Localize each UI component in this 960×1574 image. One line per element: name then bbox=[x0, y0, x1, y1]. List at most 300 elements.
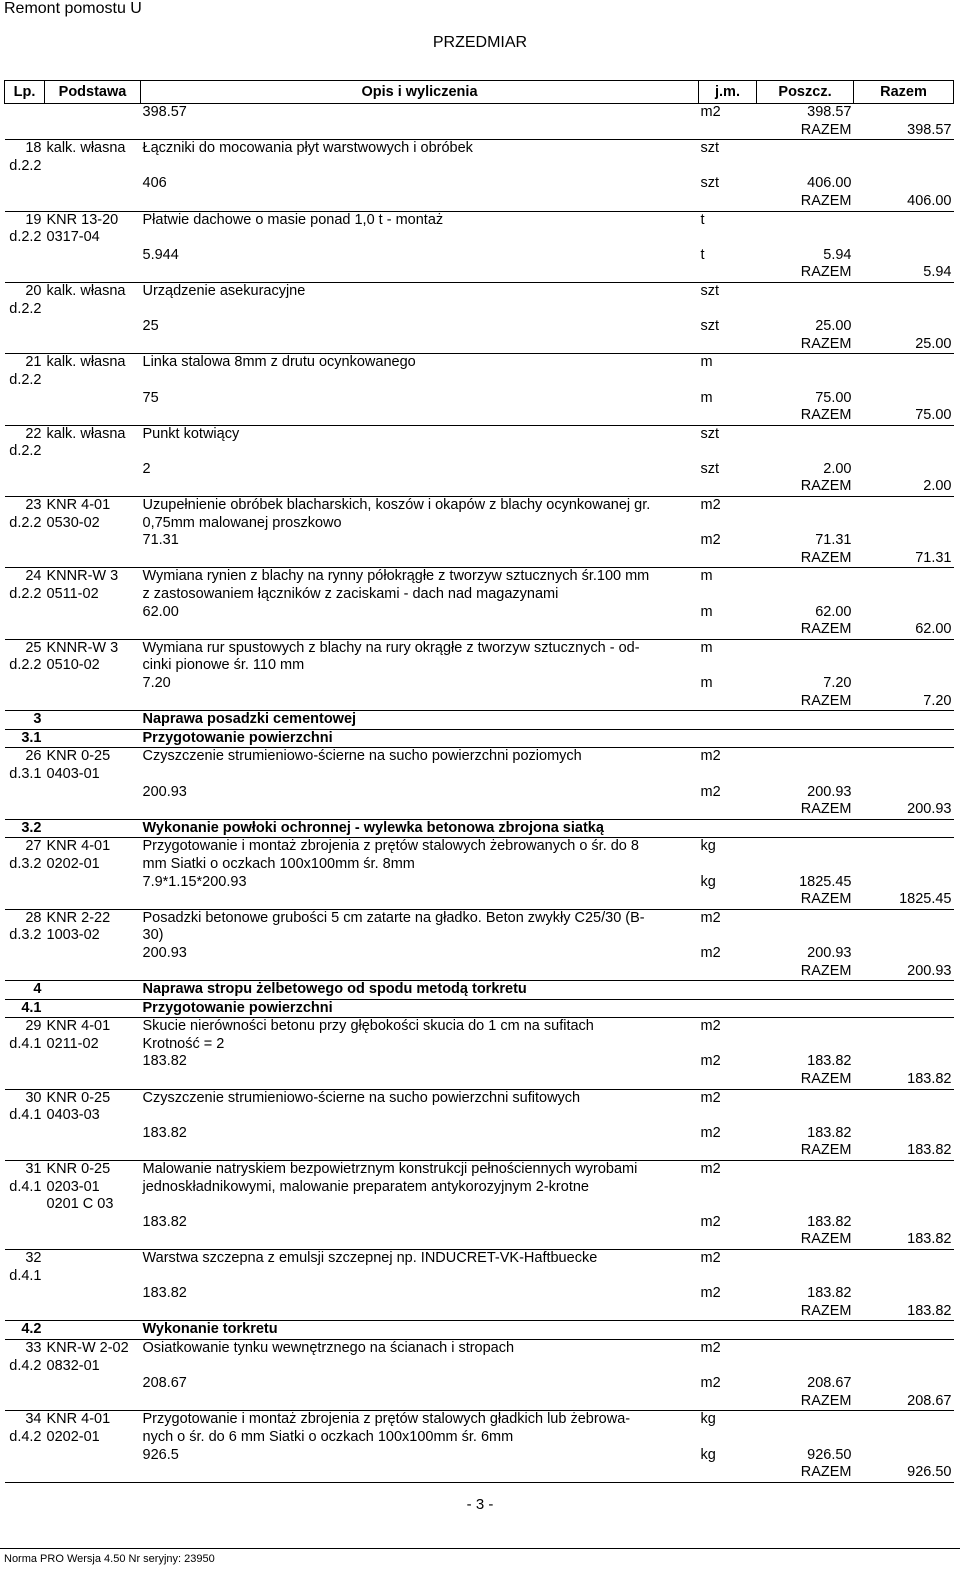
calc-razem-empty bbox=[854, 1375, 954, 1393]
position-unit: m2 bbox=[699, 1089, 757, 1125]
section-razem-empty bbox=[854, 981, 954, 1000]
razem-basis-empty bbox=[45, 1464, 141, 1482]
position-description-line: Skucie nierówności betonu przy głębokości skucia do 1 cm na sufitach bbox=[142, 1018, 594, 1035]
razem-value: 25.00 bbox=[915, 335, 952, 352]
position-description-line: Uzupełnienie obróbek blacharskich, koszów i okapów z blachy ocynkowanej gr. bbox=[142, 497, 651, 514]
position-poszcz-empty bbox=[757, 211, 854, 247]
calculation-row bbox=[5, 874, 954, 892]
section-poszcz-empty bbox=[757, 999, 854, 1018]
position-basis bbox=[45, 354, 141, 390]
razem-lp-empty bbox=[5, 801, 45, 819]
calculation-quantity: 2.00 bbox=[823, 460, 852, 477]
section-jm-empty bbox=[699, 711, 757, 730]
calculation-unit: m2 bbox=[700, 1124, 721, 1141]
position-basis-line: kalk. własna bbox=[46, 282, 126, 299]
calc-razem-empty bbox=[854, 874, 954, 892]
calculation-quantity: 183.82 bbox=[807, 1213, 852, 1230]
position-razem-empty bbox=[854, 1018, 954, 1054]
position-poszcz-empty bbox=[757, 282, 854, 318]
calculation-row bbox=[5, 532, 954, 550]
section-number: 4.1 bbox=[5, 999, 45, 1018]
position-row bbox=[5, 748, 954, 784]
calculation-quantity: 926.50 bbox=[807, 1446, 852, 1463]
position-row bbox=[5, 282, 954, 318]
position-number-line: 25 bbox=[25, 639, 42, 656]
position-unit: m2 bbox=[699, 1018, 757, 1054]
position-razem-empty bbox=[854, 1250, 954, 1286]
position-description bbox=[141, 1018, 699, 1054]
calc-razem-empty bbox=[854, 247, 954, 265]
position-basis bbox=[45, 639, 141, 675]
razem-value: 5.94 bbox=[923, 264, 952, 281]
razem-jm-empty bbox=[699, 1393, 757, 1411]
position-description-line: Płatwie dachowe o masie ponad 1,0 t - montaż bbox=[142, 211, 444, 228]
position-razem-empty bbox=[854, 211, 954, 247]
calc-basis-empty bbox=[45, 945, 141, 963]
calculation-quantity: 7.20 bbox=[823, 675, 852, 691]
razem-basis-empty bbox=[45, 193, 141, 211]
calculation-expression: 200.93 bbox=[142, 944, 187, 961]
razem-opis-empty bbox=[141, 963, 699, 981]
calculation-expression: 200.93 bbox=[142, 783, 187, 800]
calculation-quantity: 75.00 bbox=[815, 389, 852, 406]
calculation-unit: m2 bbox=[700, 1213, 721, 1230]
position-number bbox=[5, 211, 45, 247]
position-poszcz-empty bbox=[757, 1411, 854, 1447]
position-number-line: 20 bbox=[25, 282, 42, 299]
razem-row bbox=[5, 1231, 954, 1249]
razem-jm-empty bbox=[699, 891, 757, 909]
razem-value: 406.00 bbox=[907, 192, 952, 209]
calc-lp-empty bbox=[5, 247, 45, 265]
razem-opis-empty bbox=[141, 336, 699, 354]
column-header-poszcz: Poszcz. bbox=[757, 81, 854, 104]
position-poszcz-empty bbox=[757, 838, 854, 874]
position-unit: kg bbox=[699, 1411, 757, 1447]
position-unit: m2 bbox=[699, 1161, 757, 1214]
position-row bbox=[5, 1250, 954, 1286]
position-description-line: Łączniki do mocowania płyt warstwowych i obróbek bbox=[142, 140, 473, 157]
position-unit: m2 bbox=[699, 1250, 757, 1286]
razem-value: 1825.45 bbox=[899, 891, 952, 908]
calculation-quantity: 71.31 bbox=[815, 532, 852, 549]
position-description bbox=[141, 211, 699, 247]
razem-row bbox=[5, 264, 954, 282]
calculation-expression: 183.82 bbox=[142, 1213, 187, 1230]
position-description-line: jednoskładnikowymi, malowanie preparatem antykorozyjnym 2-krotne bbox=[142, 1178, 589, 1195]
position-description-line: cinki pionowe śr. 110 mm bbox=[142, 657, 305, 674]
razem-opis-empty bbox=[141, 550, 699, 568]
calc-lp-empty bbox=[5, 874, 45, 892]
calc-razem-empty bbox=[854, 390, 954, 408]
position-row bbox=[5, 1161, 954, 1214]
razem-opis-empty bbox=[141, 122, 699, 140]
razem-lp-empty bbox=[5, 1071, 45, 1089]
section-jm-empty bbox=[699, 999, 757, 1018]
position-razem-empty bbox=[854, 354, 954, 390]
position-number-line: 28 bbox=[25, 909, 42, 926]
razem-basis-empty bbox=[45, 1393, 141, 1411]
razem-lp-empty bbox=[5, 891, 45, 909]
calculation-expression: 183.82 bbox=[142, 1053, 187, 1070]
razem-label: RAZEM bbox=[757, 1464, 854, 1482]
position-basis bbox=[45, 1089, 141, 1125]
razem-opis-empty bbox=[141, 407, 699, 425]
razem-basis-empty bbox=[45, 264, 141, 282]
document-subtitle: PRZEDMIAR bbox=[432, 34, 528, 51]
position-row bbox=[5, 1089, 954, 1125]
calculation-quantity: 62.00 bbox=[815, 603, 852, 620]
razem-label: RAZEM bbox=[800, 1142, 852, 1159]
razem-basis-empty bbox=[45, 693, 141, 711]
position-number-line: d.2.2 bbox=[9, 586, 42, 603]
calculation-expression: 75 bbox=[142, 389, 159, 406]
position-row bbox=[5, 838, 954, 874]
razem-basis-empty bbox=[45, 621, 141, 639]
section-title: Wykonanie torkretu bbox=[141, 1321, 699, 1340]
razem-lp-empty bbox=[5, 336, 45, 354]
calc-razem-empty bbox=[854, 532, 954, 550]
razem-label: RAZEM bbox=[800, 891, 852, 908]
position-number-line: 33 bbox=[25, 1339, 42, 1356]
calc-lp-empty bbox=[5, 175, 45, 193]
razem-label: RAZEM bbox=[800, 121, 852, 138]
calc-lp-empty bbox=[5, 104, 45, 122]
position-number-line: d.4.1 bbox=[9, 1107, 42, 1124]
position-number bbox=[5, 838, 45, 874]
position-description bbox=[141, 140, 699, 176]
position-basis-line: KNR 0-25 bbox=[46, 1161, 111, 1178]
calc-basis-empty bbox=[45, 175, 141, 193]
razem-row bbox=[5, 1071, 954, 1089]
razem-label: RAZEM bbox=[800, 549, 852, 566]
position-basis-line: 0510-02 bbox=[46, 657, 100, 674]
position-basis-line: KNR 0-25 bbox=[46, 748, 111, 765]
calculation-row bbox=[5, 945, 954, 963]
calc-razem-empty bbox=[854, 604, 954, 622]
position-number-line: d.2.2 bbox=[9, 300, 42, 317]
section-heading-row bbox=[5, 1321, 954, 1340]
razem-label: RAZEM bbox=[800, 192, 852, 209]
position-description-line: Osiatkowanie tynku wewnętrznego na ścianach i stropach bbox=[142, 1339, 515, 1356]
razem-row bbox=[5, 1464, 954, 1482]
calc-razem-empty bbox=[854, 1285, 954, 1303]
razem-row bbox=[5, 1303, 954, 1321]
position-row bbox=[5, 211, 954, 247]
calc-lp-empty bbox=[5, 1375, 45, 1393]
position-basis-line: KNNR-W 3 bbox=[46, 639, 119, 656]
calculation-expression: 7.20 bbox=[142, 675, 171, 691]
position-description bbox=[141, 425, 699, 461]
position-basis-line: 0511-02 bbox=[46, 586, 99, 603]
calculation-row bbox=[5, 675, 954, 693]
section-razem-empty bbox=[854, 711, 954, 730]
section-poszcz-empty bbox=[757, 711, 854, 730]
calculation-unit: m2 bbox=[700, 1285, 721, 1302]
razem-opis-empty bbox=[141, 621, 699, 639]
calculation-row bbox=[5, 318, 954, 336]
razem-row bbox=[5, 1393, 954, 1411]
calculation-expression: 2 bbox=[142, 460, 151, 477]
razem-label: RAZEM bbox=[800, 1302, 852, 1319]
position-basis-line: 0832-01 bbox=[46, 1357, 100, 1374]
razem-label: RAZEM bbox=[800, 1392, 852, 1409]
calc-razem-empty bbox=[854, 1053, 954, 1071]
position-description-line: Linka stalowa 8mm z drutu ocynkowanego bbox=[142, 354, 416, 371]
position-poszcz-empty bbox=[757, 1089, 854, 1125]
position-number-line: 18 bbox=[25, 140, 42, 157]
position-number bbox=[5, 748, 45, 784]
position-description-line: Posadzki betonowe grubości 5 cm zatarte na gładko. Beton zwykły C25/30 (B- bbox=[142, 909, 645, 926]
position-basis bbox=[45, 909, 141, 945]
razem-label: RAZEM bbox=[800, 407, 852, 424]
calc-basis-empty bbox=[45, 784, 141, 802]
calculation-unit: m2 bbox=[700, 944, 721, 961]
position-basis bbox=[45, 568, 141, 604]
position-description-line: Czyszczenie strumieniowo-ścierne na sucho powierzchni poziomych bbox=[142, 748, 582, 765]
section-poszcz-empty bbox=[757, 729, 854, 748]
calc-lp-empty bbox=[5, 675, 45, 693]
position-basis-line: 0211-02 bbox=[46, 1035, 99, 1052]
razem-basis-empty bbox=[45, 1142, 141, 1160]
section-heading-row bbox=[5, 711, 954, 730]
position-description-line: mm Siatki o oczkach 100x100mm śr. 8mm bbox=[142, 855, 415, 872]
section-razem-empty bbox=[854, 729, 954, 748]
razem-jm-empty bbox=[699, 621, 757, 639]
razem-lp-empty bbox=[5, 1142, 45, 1160]
section-number: 3 bbox=[5, 711, 45, 730]
calculation-unit: szt bbox=[700, 175, 720, 192]
position-number-line: 21 bbox=[25, 354, 42, 371]
razem-label: RAZEM bbox=[800, 264, 852, 281]
calc-basis-empty bbox=[45, 461, 141, 479]
position-number-line: d.2.2 bbox=[9, 157, 42, 174]
calculation-unit: t bbox=[700, 246, 705, 263]
razem-row bbox=[5, 550, 954, 568]
cost-estimate-table-wrapper bbox=[4, 80, 953, 1483]
section-number: 3.2 bbox=[5, 819, 45, 838]
calc-basis-empty bbox=[45, 247, 141, 265]
position-number bbox=[5, 1339, 45, 1375]
razem-row bbox=[5, 963, 954, 981]
razem-basis-empty bbox=[45, 891, 141, 909]
position-basis-line: 0202-01 bbox=[46, 1428, 100, 1445]
position-description-line: Urządzenie asekuracyjne bbox=[142, 282, 306, 299]
position-razem-empty bbox=[854, 748, 954, 784]
calculation-row bbox=[5, 1125, 954, 1143]
section-basis-empty bbox=[45, 981, 141, 1000]
calculation-unit: kg bbox=[700, 873, 716, 890]
position-razem-empty bbox=[854, 497, 954, 533]
razem-lp-empty bbox=[5, 1464, 45, 1482]
razem-jm-empty bbox=[699, 1071, 757, 1089]
position-number-line: d.4.1 bbox=[9, 1035, 42, 1052]
position-description bbox=[141, 1089, 699, 1125]
position-row bbox=[5, 1339, 954, 1375]
position-row bbox=[5, 1018, 954, 1054]
calculation-row bbox=[5, 1214, 954, 1232]
section-razem-empty bbox=[854, 819, 954, 838]
calc-basis-empty bbox=[45, 1053, 141, 1071]
calc-lp-empty bbox=[5, 1285, 45, 1303]
razem-lp-empty bbox=[5, 1231, 45, 1249]
calculation-row bbox=[5, 784, 954, 802]
calculation-row bbox=[5, 175, 954, 193]
razem-row bbox=[5, 693, 954, 711]
calc-lp-empty bbox=[5, 461, 45, 479]
section-basis-empty bbox=[45, 819, 141, 838]
position-number-line: 27 bbox=[25, 838, 42, 855]
position-number bbox=[5, 497, 45, 533]
table-header-row bbox=[5, 81, 954, 104]
position-description bbox=[141, 282, 699, 318]
position-basis-line: 0317-04 bbox=[46, 229, 100, 246]
calculation-unit: szt bbox=[700, 318, 720, 335]
calc-basis-empty bbox=[45, 1125, 141, 1143]
calc-lp-empty bbox=[5, 945, 45, 963]
razem-value: 398.57 bbox=[907, 121, 952, 138]
section-title: Przygotowanie powierzchni bbox=[141, 729, 699, 748]
razem-basis-empty bbox=[45, 478, 141, 496]
position-razem-empty bbox=[854, 838, 954, 874]
position-description bbox=[141, 497, 699, 533]
position-basis-line: 0202-01 bbox=[46, 855, 100, 872]
position-basis-line: KNNR-W 3 bbox=[46, 568, 119, 585]
calculation-quantity: 183.82 bbox=[807, 1053, 852, 1070]
calc-razem-empty bbox=[854, 104, 954, 122]
razem-lp-empty bbox=[5, 122, 45, 140]
calculation-unit: m bbox=[700, 675, 713, 691]
position-razem-empty bbox=[854, 1339, 954, 1375]
position-number-line: 24 bbox=[25, 568, 42, 585]
position-number-line: d.2.2 bbox=[9, 514, 42, 531]
calc-razem-empty bbox=[854, 318, 954, 336]
razem-basis-empty bbox=[45, 550, 141, 568]
position-unit: m2 bbox=[699, 748, 757, 784]
razem-jm-empty bbox=[699, 963, 757, 981]
razem-label: RAZEM bbox=[800, 478, 852, 495]
position-basis bbox=[45, 1339, 141, 1375]
position-poszcz-empty bbox=[757, 1339, 854, 1375]
position-row bbox=[5, 568, 954, 604]
footer-divider bbox=[0, 1548, 960, 1549]
razem-value: 183.82 bbox=[907, 1231, 952, 1248]
razem-opis-empty bbox=[141, 1393, 699, 1411]
position-number bbox=[5, 425, 45, 461]
razem-label: RAZEM bbox=[800, 335, 852, 352]
calc-lp-empty bbox=[5, 1053, 45, 1071]
section-razem-empty bbox=[854, 999, 954, 1018]
razem-jm-empty bbox=[699, 264, 757, 282]
position-poszcz-empty bbox=[757, 140, 854, 176]
position-number-line: 22 bbox=[25, 425, 42, 442]
position-row bbox=[5, 140, 954, 176]
section-number: 4 bbox=[5, 981, 45, 1000]
calc-razem-empty bbox=[854, 945, 954, 963]
section-basis-empty bbox=[45, 999, 141, 1018]
position-description bbox=[141, 1339, 699, 1375]
razem-basis-empty bbox=[45, 1303, 141, 1321]
position-basis bbox=[45, 425, 141, 461]
position-unit: m bbox=[699, 568, 757, 604]
razem-opis-empty bbox=[141, 478, 699, 496]
position-description-line: Krotność = 2 bbox=[142, 1035, 225, 1052]
calc-basis-empty bbox=[45, 390, 141, 408]
razem-opis-empty bbox=[141, 1231, 699, 1249]
calc-razem-empty bbox=[854, 784, 954, 802]
position-description-line: z zastosowaniem łączników z zaciskami - dach nad magazynami bbox=[142, 586, 559, 603]
razem-value: 183.82 bbox=[907, 1142, 952, 1159]
position-basis-line: KNR-W 2-02 bbox=[46, 1339, 129, 1356]
razem-jm-empty bbox=[699, 1142, 757, 1160]
column-header-podstawa: Podstawa bbox=[45, 81, 141, 104]
position-number bbox=[5, 282, 45, 318]
position-basis-line: 0203-01 bbox=[46, 1178, 100, 1195]
calc-lp-empty bbox=[5, 1214, 45, 1232]
position-unit: m2 bbox=[699, 497, 757, 533]
column-header-jm: j.m. bbox=[699, 81, 757, 104]
razem-value: 2.00 bbox=[923, 478, 952, 495]
calculation-expression: 183.82 bbox=[142, 1124, 187, 1141]
razem-jm-empty bbox=[699, 122, 757, 140]
calc-basis-empty bbox=[45, 1285, 141, 1303]
razem-jm-empty bbox=[699, 193, 757, 211]
section-title: Naprawa stropu żelbetowego od spodu metodą torkretu bbox=[141, 981, 699, 1000]
calc-basis-empty bbox=[45, 104, 141, 122]
razem-row bbox=[5, 407, 954, 425]
calc-razem-empty bbox=[854, 461, 954, 479]
position-description-line: Malowanie natryskiem bezpowietrznym konstrukcji pełnościennych wyrobami bbox=[142, 1161, 638, 1178]
position-basis-line: 0403-01 bbox=[46, 765, 100, 782]
position-basis bbox=[45, 497, 141, 533]
calculation-unit: m bbox=[700, 389, 713, 406]
position-number-line: d.4.1 bbox=[9, 1267, 42, 1284]
position-razem-empty bbox=[854, 282, 954, 318]
position-razem-empty bbox=[854, 1089, 954, 1125]
position-basis-line: 0403-03 bbox=[46, 1107, 100, 1124]
section-title: Naprawa posadzki cementowej bbox=[141, 711, 699, 730]
position-description bbox=[141, 909, 699, 945]
position-row bbox=[5, 909, 954, 945]
position-number bbox=[5, 639, 45, 675]
position-number-line: d.4.2 bbox=[9, 1428, 42, 1445]
razem-opis-empty bbox=[141, 891, 699, 909]
razem-value: 183.82 bbox=[907, 1071, 952, 1088]
calculation-expression: 7.9*1.15*200.93 bbox=[142, 873, 247, 890]
position-basis-line: kalk. własna bbox=[46, 354, 126, 371]
calc-lp-empty bbox=[5, 604, 45, 622]
position-basis bbox=[45, 1411, 141, 1447]
section-jm-empty bbox=[699, 819, 757, 838]
razem-value: 926.50 bbox=[854, 1464, 954, 1482]
razem-label: RAZEM bbox=[800, 962, 852, 979]
position-basis bbox=[45, 1250, 141, 1286]
position-basis bbox=[45, 282, 141, 318]
calculation-quantity: 25.00 bbox=[815, 318, 852, 335]
position-number bbox=[5, 568, 45, 604]
calculation-expression: 71.31 bbox=[142, 532, 179, 549]
position-number-line: d.3.1 bbox=[9, 765, 42, 782]
position-number bbox=[5, 354, 45, 390]
position-razem-empty bbox=[854, 1161, 954, 1214]
position-unit: szt bbox=[699, 425, 757, 461]
calc-basis-empty bbox=[45, 318, 141, 336]
position-number bbox=[5, 1018, 45, 1054]
section-title: Przygotowanie powierzchni bbox=[141, 999, 699, 1018]
calculation-unit: m2 bbox=[700, 532, 721, 549]
razem-row bbox=[5, 336, 954, 354]
column-header-opis: Opis i wyliczenia bbox=[141, 81, 699, 104]
